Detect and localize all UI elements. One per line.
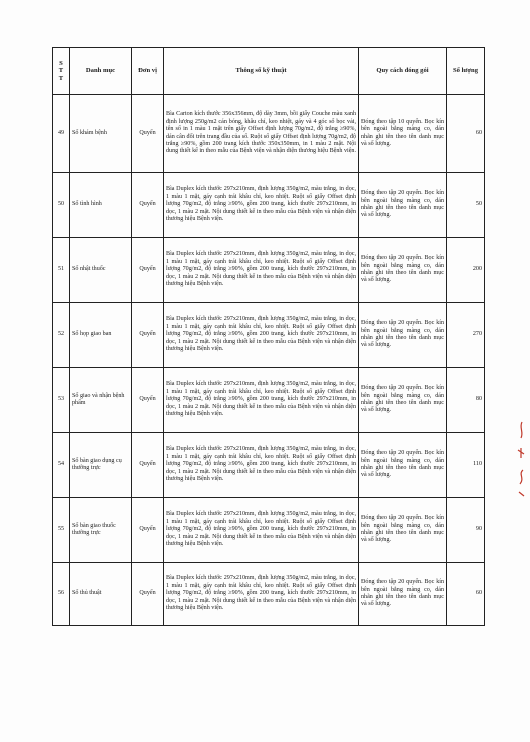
cell-danh-muc: Sổ thủ thuật <box>70 563 132 626</box>
cell-quy-cach: Đóng theo tập 20 quyển. Bọc kín bên ngoài bằng màng co, dán nhãn ghi tên theo tên danh mục và số lượng. <box>359 498 447 563</box>
cell-so-luong: 270 <box>447 303 485 368</box>
cell-thong-so: Bìa Duplex kích thước 297x210mm, định lượng 350g/m2, màu trắng, in dọc, 1 màu 1 mặt, gáy cạnh trái khâu chỉ, keo nhiệt. Ruột sổ giấy Offset định lượng 70g/m2, độ trắng ≥90%, gồm 200 trang, kích thước 297x210mm, in dọc, 1 màu 2 mặt. Nội dung thiết kế in theo mẫu của Bệnh viện và nhận diện thương hiệu Bệnh viện. <box>164 238 359 303</box>
spec-table <box>52 47 485 626</box>
cell-don-vi: Quyển <box>132 498 164 563</box>
cell-thong-so: Bìa Duplex kích thước 297x210mm, định lượng 350g/m2, màu trắng, in dọc, 1 màu 1 mặt, gáy cạnh trái khâu chỉ, keo nhiệt. Ruột sổ giấy Offset định lượng 70g/m2, độ trắng ≥90%, gồm 200 trang, kích thước 297x210mm, in dọc, 1 màu 2 mặt. Nội dung thiết kế in theo mẫu của Bệnh viện và nhận diện thương hiệu Bệnh viện. <box>164 368 359 433</box>
cell-quy-cach: Đóng theo tập 20 quyển. Bọc kín bên ngoài bằng màng co, dán nhãn ghi tên theo tên danh mục và số lượng. <box>359 238 447 303</box>
cell-quy-cach: Đóng theo tập 20 quyển. Bọc kín bên ngoài bằng màng co, dán nhãn ghi tên theo tên danh mục và số lượng. <box>359 433 447 498</box>
margin-stamp-mark <box>514 420 528 500</box>
cell-don-vi: Quyển <box>132 368 164 433</box>
cell-stt: 51 <box>53 238 70 303</box>
cell-don-vi: Quyển <box>132 238 164 303</box>
cell-don-vi: Quyển <box>132 433 164 498</box>
table-row <box>53 563 485 626</box>
cell-stt: 52 <box>53 303 70 368</box>
cell-so-luong: 90 <box>447 498 485 563</box>
cell-thong-so: Bìa Duplex kích thước 297x210mm, định lượng 350g/m2, màu trắng, in dọc, 1 màu 1 mặt, gáy cạnh trái khâu chỉ, keo nhiệt. Ruột sổ giấy Offset định lượng 70g/m2, độ trắng ≥90%, gồm 200 trang, kích thước 297x210mm, in dọc, 1 màu 2 mặt. Nội dung thiết kế in theo mẫu của Bệnh viện và nhận diện thương hiệu Bệnh viện. <box>164 563 359 626</box>
cell-thong-so: Bìa Carton kích thước 356x356mm, độ dày 3mm, bồi giấy Couche màu xanh định lượng 250g/m2 cán bóng, khâu chỉ, keo nhiệt, gáy và 4 góc sổ bọc vải, tên sổ in 1 màu 1 mặt trên giấy Offset định lượng 70g/m2, độ trắng ≥90%, dán cân đối trên trang đầu của sổ. Ruột sổ giấy Offset định lượng 70g/m2, độ trắng ≥90%, gồm 200 trang kích thước 350x350mm, in 1 màu 2 mặt. Nội dung thiết kế in theo mẫu của Bệnh viện và nhận diện thương hiệu Bệnh viện. <box>164 95 359 173</box>
header-thong-so: Thông số kỹ thuật <box>164 48 359 95</box>
cell-danh-muc: Sổ họp giao ban <box>70 303 132 368</box>
cell-stt: 55 <box>53 498 70 563</box>
cell-so-luong: 60 <box>447 563 485 626</box>
cell-so-luong: 200 <box>447 238 485 303</box>
table-row <box>53 368 485 433</box>
cell-don-vi: Quyển <box>132 95 164 173</box>
cell-thong-so: Bìa Duplex kích thước 297x210mm, định lượng 350g/m2, màu trắng, in dọc, 1 màu 1 mặt, gáy cạnh trái khâu chỉ, keo nhiệt. Ruột sổ giấy Offset định lượng 70g/m2, độ trắng ≥90%, gồm 200 trang, kích thước 297x210mm, in dọc, 1 màu 2 mặt. Nội dung thiết kế in theo mẫu của Bệnh viện và nhận diện thương hiệu Bệnh viện. <box>164 433 359 498</box>
cell-so-luong: 110 <box>447 433 485 498</box>
table-row <box>53 95 485 173</box>
cell-don-vi: Quyển <box>132 563 164 626</box>
cell-danh-muc: Sổ giao và nhận bệnh phẩm <box>70 368 132 433</box>
cell-quy-cach: Đóng theo tập 20 quyển. Bọc kín bên ngoài bằng màng co, dán nhãn ghi tên theo tên danh mục và số lượng. <box>359 303 447 368</box>
cell-quy-cach: Đóng theo tập 20 quyển. Bọc kín bên ngoài bằng màng co, dán nhãn ghi tên theo tên danh mục và số lượng. <box>359 563 447 626</box>
cell-stt: 53 <box>53 368 70 433</box>
cell-danh-muc: Sổ bàn giao dụng cụ thường trực <box>70 433 132 498</box>
cell-quy-cach: Đóng theo tập 10 quyển. Bọc kín bên ngoài bằng màng co, dán nhãn ghi tên theo tên danh mục và số lượng. <box>359 95 447 173</box>
cell-stt: 56 <box>53 563 70 626</box>
cell-danh-muc: Sổ bàn giao thuốc thường trực <box>70 498 132 563</box>
cell-quy-cach: Đóng theo tập 20 quyển. Bọc kín bên ngoài bằng màng co, dán nhãn ghi tên theo tên danh mục và số lượng. <box>359 368 447 433</box>
cell-thong-so: Bìa Duplex kích thước 297x210mm, định lượng 350g/m2, màu trắng, in dọc, 1 màu 1 mặt, gáy cạnh trái khâu chỉ, keo nhiệt. Ruột sổ giấy Offset định lượng 70g/m2, độ trắng ≥90%, gồm 200 trang, kích thước 297x210mm, in dọc, 1 màu 2 mặt. Nội dung thiết kế in theo mẫu của Bệnh viện và nhận diện thương hiệu Bệnh viện. <box>164 498 359 563</box>
table-header-row <box>53 48 485 95</box>
header-don-vi: Đơn vị <box>132 48 164 95</box>
cell-danh-muc: Sổ khám bệnh <box>70 95 132 173</box>
cell-don-vi: Quyển <box>132 303 164 368</box>
cell-stt: 54 <box>53 433 70 498</box>
table-row <box>53 433 485 498</box>
cell-so-luong: 50 <box>447 173 485 238</box>
cell-stt: 49 <box>53 95 70 173</box>
table-row <box>53 238 485 303</box>
header-quy-cach: Quy cách đóng gói <box>359 48 447 95</box>
cell-danh-muc: Sổ tình hình <box>70 173 132 238</box>
cell-stt: 50 <box>53 173 70 238</box>
cell-thong-so: Bìa Duplex kích thước 297x210mm, định lượng 350g/m2, màu trắng, in dọc, 1 màu 1 mặt, gáy cạnh trái khâu chỉ, keo nhiệt. Ruột sổ giấy Offset định lượng 70g/m2, độ trắng ≥90%, gồm 200 trang, kích thước 297x210mm, in dọc, 1 màu 2 mặt. Nội dung thiết kế in theo mẫu của Bệnh viện và nhận diện thương hiệu Bệnh viện. <box>164 173 359 238</box>
cell-don-vi: Quyển <box>132 173 164 238</box>
cell-danh-muc: Sổ nhật thuốc <box>70 238 132 303</box>
cell-quy-cach: Đóng theo tập 20 quyển. Bọc kín bên ngoài bằng màng co, dán nhãn ghi tên theo tên danh mục và số lượng. <box>359 173 447 238</box>
cell-so-luong: 80 <box>447 368 485 433</box>
header-danh-muc: Danh mục <box>70 48 132 95</box>
cell-thong-so: Bìa Duplex kích thước 297x210mm, định lượng 350g/m2, màu trắng, in dọc, 1 màu 1 mặt, gáy cạnh trái khâu chỉ, keo nhiệt. Ruột sổ giấy Offset định lượng 70g/m2, độ trắng ≥90%, gồm 200 trang, kích thước 297x210mm, in dọc, 1 màu 2 mặt. Nội dung thiết kế in theo mẫu của Bệnh viện và nhận diện thương hiệu Bệnh viện. <box>164 303 359 368</box>
table-row <box>53 303 485 368</box>
table-row <box>53 173 485 238</box>
header-so-luong: Số lượng <box>447 48 485 95</box>
table-row <box>53 498 485 563</box>
header-stt: STT <box>53 48 70 95</box>
cell-so-luong: 60 <box>447 95 485 173</box>
